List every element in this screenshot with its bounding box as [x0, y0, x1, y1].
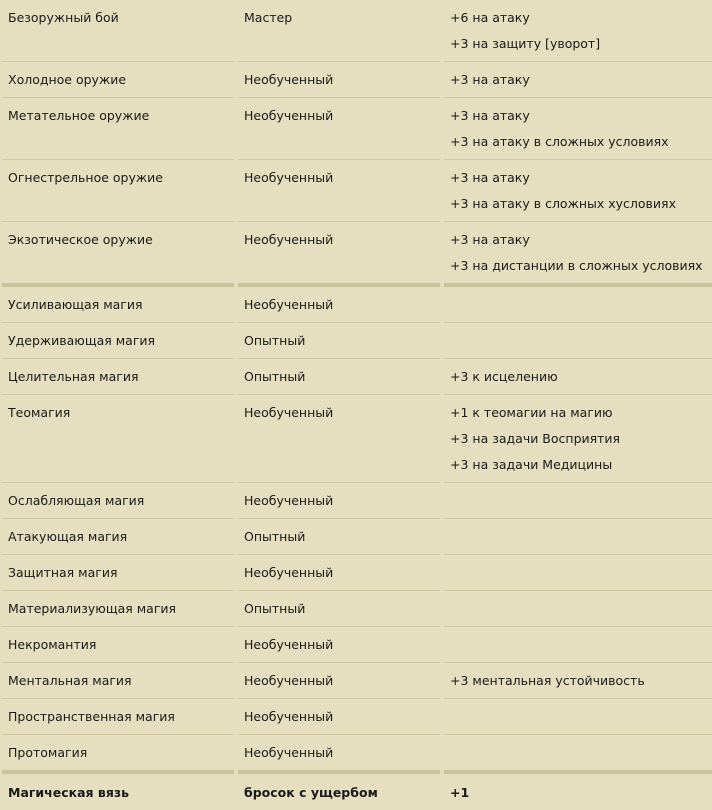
skill-bonuses: [444, 0, 712, 62]
skill-name: Экзотическое оружие: [2, 222, 234, 287]
skill-bonuses: [444, 395, 712, 483]
skill-level: Опытный: [238, 591, 440, 627]
skill-name: Усиливающая магия: [2, 287, 234, 323]
bonus-line: +3 на атаку: [450, 170, 530, 185]
skill-bonuses: [444, 483, 712, 519]
skill-name: Теомагия: [2, 395, 234, 483]
skill-bonuses: [444, 222, 712, 287]
skill-level: Необученный: [238, 483, 440, 519]
table-row: [2, 359, 712, 395]
table-row: [2, 160, 712, 222]
table-row: [2, 483, 712, 519]
table-row: [2, 98, 712, 160]
skill-name: Защитная магия: [2, 555, 234, 591]
bonus-line: +3 на атаку в сложных условиях: [450, 134, 669, 149]
skill-name: Целительная магия: [2, 359, 234, 395]
bonus-line: +3 на задачи Медицины: [450, 457, 613, 472]
skill-level: Необученный: [238, 555, 440, 591]
skill-name: Ментальная магия: [2, 663, 234, 699]
table-row: [2, 0, 712, 62]
skill-bonuses: [444, 591, 712, 627]
skill-name: Удерживающая магия: [2, 323, 234, 359]
table-row: [2, 519, 712, 555]
skill-bonuses: [444, 555, 712, 591]
bonus-line: +3 к исцелению: [450, 369, 558, 384]
skill-level: Необученный: [238, 627, 440, 663]
table-row: [2, 627, 712, 663]
skill-name: Холодное оружие: [2, 62, 234, 98]
total-skill-bonus: +1: [444, 774, 712, 810]
bonus-line: +1 к теомагии на магию: [450, 405, 613, 420]
skill-level: Опытный: [238, 519, 440, 555]
skill-level: Необученный: [238, 735, 440, 774]
bonus-line: +3 на атаку в сложных хусловиях: [450, 196, 676, 211]
bonus-line: +3 на задачи Восприятия: [450, 431, 621, 446]
skill-bonuses: [444, 323, 712, 359]
skill-bonuses: [444, 663, 712, 699]
skill-name: Ослабляющая магия: [2, 483, 234, 519]
skill-bonuses: [444, 519, 712, 555]
skill-name: Огнестрельное оружие: [2, 160, 234, 222]
skill-bonuses: [444, 359, 712, 395]
skill-level: Необученный: [238, 222, 440, 287]
bonus-line: +3 на атаку: [450, 232, 530, 247]
skill-name: Пространственная магия: [2, 699, 234, 735]
total-skill-level: бросок с ущербом: [238, 774, 440, 810]
table-row: [2, 287, 712, 323]
skill-bonuses: [444, 735, 712, 774]
table-row: [2, 555, 712, 591]
skill-name: Материализующая магия: [2, 591, 234, 627]
skill-level: Опытный: [238, 323, 440, 359]
skill-level: Мастер: [238, 0, 440, 62]
skills-table-body: [2, 0, 712, 810]
table-row: [2, 591, 712, 627]
skill-level: Необученный: [238, 160, 440, 222]
total-skill-name: Магическая вязь: [2, 774, 234, 810]
skill-name: Протомагия: [2, 735, 234, 774]
skill-name: Некромантия: [2, 627, 234, 663]
skill-level: Необученный: [238, 395, 440, 483]
bonus-line: +3 на атаку: [450, 108, 530, 123]
skill-bonuses: [444, 98, 712, 160]
skill-name: Безоружный бой: [2, 0, 234, 62]
table-row: [2, 323, 712, 359]
skill-bonuses: [444, 287, 712, 323]
total-row: [2, 774, 712, 810]
bonus-line: +3 на атаку: [450, 72, 530, 87]
skill-bonuses: [444, 699, 712, 735]
skill-level: Необученный: [238, 699, 440, 735]
bonus-line: +3 ментальная устойчивость: [450, 673, 645, 688]
table-row: [2, 395, 712, 483]
skill-level: Необученный: [238, 98, 440, 160]
bonus-line: +3 на дистанции в сложных условиях: [450, 258, 703, 273]
skill-bonuses: [444, 62, 712, 98]
bonus-line: +3 на защиту [уворот]: [450, 36, 601, 51]
table-row: [2, 222, 712, 287]
skill-name: Метательное оружие: [2, 98, 234, 160]
skill-level: Необученный: [238, 663, 440, 699]
skill-bonuses: [444, 160, 712, 222]
table-row: [2, 735, 712, 774]
skill-level: Опытный: [238, 359, 440, 395]
skill-bonuses: [444, 627, 712, 663]
table-row: [2, 62, 712, 98]
skill-level: Необученный: [238, 287, 440, 323]
table-row: [2, 699, 712, 735]
skill-name: Атакующая магия: [2, 519, 234, 555]
bonus-line: +6 на атаку: [450, 10, 530, 25]
skill-level: Необученный: [238, 62, 440, 98]
table-row: [2, 663, 712, 699]
